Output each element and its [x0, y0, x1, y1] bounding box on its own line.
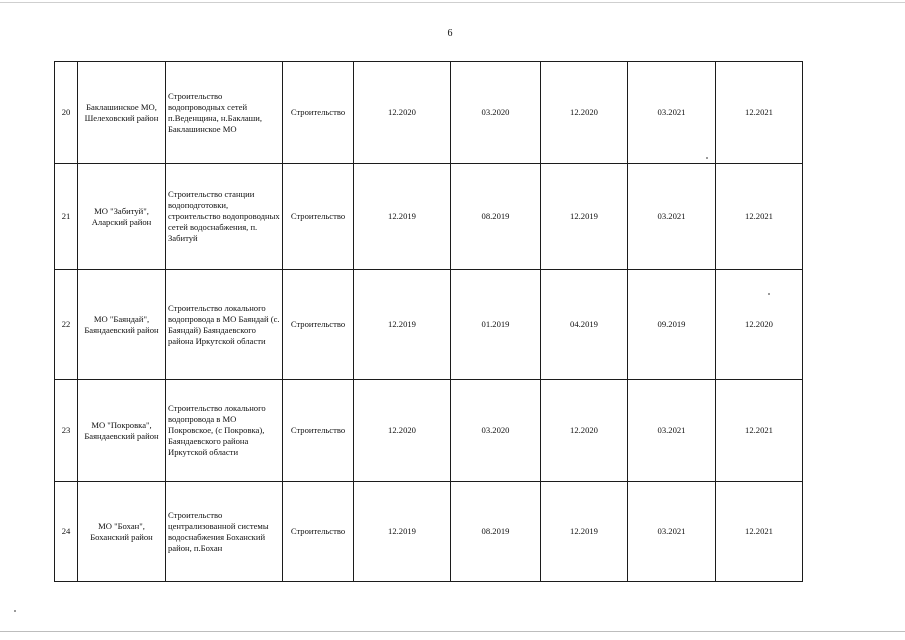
scan-edge-bottom: [0, 631, 905, 632]
date-cell-1: 12.2019: [354, 482, 451, 582]
date-cell-5: 12.2020: [716, 270, 803, 380]
work-type-cell: Строительство: [283, 270, 354, 380]
work-type-cell: Строительство: [283, 62, 354, 164]
date-cell-3: 12.2019: [541, 164, 628, 270]
table-row: [55, 62, 803, 164]
row-number: 21: [55, 164, 78, 270]
scan-edge-top: [0, 2, 905, 3]
table-row: [55, 270, 803, 380]
date-cell-4: 03.2021: [628, 380, 716, 482]
projects-table: [54, 61, 803, 582]
date-cell-2: 08.2019: [451, 164, 541, 270]
table-row: [55, 164, 803, 270]
date-cell-4: 03.2021: [628, 164, 716, 270]
page-number: 6: [447, 28, 453, 39]
project-description-cell: Строительство локального водопровода в МО Покровское, (с Покровка), Баяндаевского района Иркутской области: [166, 380, 283, 482]
date-cell-5: 12.2021: [716, 62, 803, 164]
date-cell-1: 12.2020: [354, 380, 451, 482]
date-cell-5: 12.2021: [716, 380, 803, 482]
date-cell-5: 12.2021: [716, 482, 803, 582]
municipality-cell: МО "Покровка", Баяндаевский район: [78, 380, 166, 482]
date-cell-1: 12.2020: [354, 62, 451, 164]
project-description-cell: Строительство локального водопровода в МО Баяндай (с. Баяндай) Баяндаевского района Иркутской области: [166, 270, 283, 380]
row-number: 22: [55, 270, 78, 380]
project-description-cell: Строительство станции водоподготовки, строительство водопроводных сетей водоснабжения, п. Забитуй: [166, 164, 283, 270]
row-number: 23: [55, 380, 78, 482]
date-cell-2: 01.2019: [451, 270, 541, 380]
date-cell-4: 03.2021: [628, 62, 716, 164]
table-row: [55, 482, 803, 582]
date-cell-3: 12.2020: [541, 380, 628, 482]
table-row: [55, 380, 803, 482]
row-number: 24: [55, 482, 78, 582]
date-cell-4: 03.2021: [628, 482, 716, 582]
municipality-cell: МО "Баяндай", Баяндаевский район: [78, 270, 166, 380]
scan-speck: [706, 157, 708, 159]
work-type-cell: Строительство: [283, 380, 354, 482]
municipality-cell: МО "Бохан", Боханский район: [78, 482, 166, 582]
project-description-cell: Строительство водопроводных сетей п.Веденщина, н.Баклаши, Баклашинское МО: [166, 62, 283, 164]
date-cell-1: 12.2019: [354, 270, 451, 380]
municipality-cell: МО "Забитуй", Аларский район: [78, 164, 166, 270]
date-cell-5: 12.2021: [716, 164, 803, 270]
date-cell-2: 03.2020: [451, 380, 541, 482]
date-cell-3: 04.2019: [541, 270, 628, 380]
municipality-cell: Баклашинское МО, Шелеховский район: [78, 62, 166, 164]
row-number: 20: [55, 62, 78, 164]
project-description-cell: Строительство централизованной системы водоснабжения Боханский район, п.Бохан: [166, 482, 283, 582]
date-cell-2: 03.2020: [451, 62, 541, 164]
date-cell-1: 12.2019: [354, 164, 451, 270]
date-cell-3: 12.2019: [541, 482, 628, 582]
work-type-cell: Строительство: [283, 164, 354, 270]
date-cell-2: 08.2019: [451, 482, 541, 582]
work-type-cell: Строительство: [283, 482, 354, 582]
scan-speck: [14, 610, 16, 612]
date-cell-4: 09.2019: [628, 270, 716, 380]
date-cell-3: 12.2020: [541, 62, 628, 164]
scan-speck: [768, 293, 770, 295]
